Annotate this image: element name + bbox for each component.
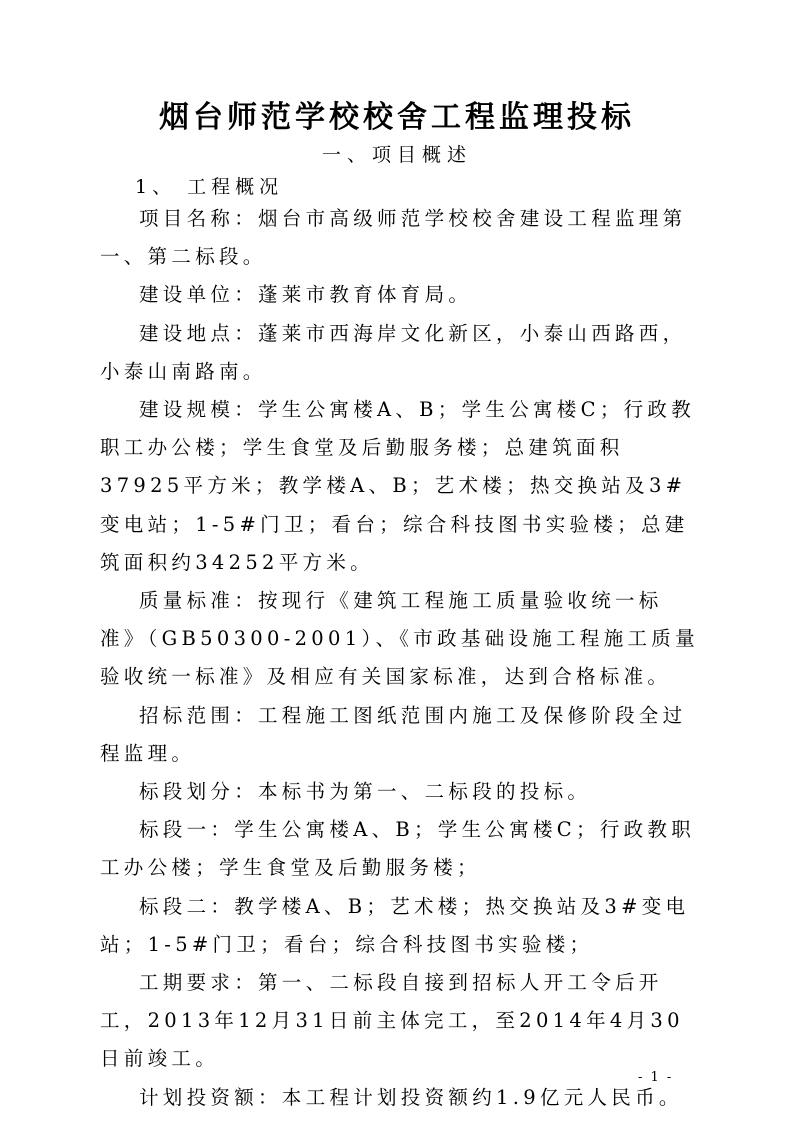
paragraph-bid-scope: 招标范围：工程施工图纸范围内施工及保修阶段全过程监理。 bbox=[100, 703, 687, 765]
paragraph-scale: 建设规模：学生公寓楼A、B；学生公寓楼C；行政教职工办公楼；学生食堂及后勤服务楼；总建筑面积37925平方米；教学楼A、B；艺术楼；热交换站及3#变电站；1-5#门卫；看台；综合科技图书实验楼；总建筑面积约34252平方米。 bbox=[100, 398, 696, 574]
paragraph-location: 建设地点：蓬莱市西海岸文化新区，小泰山西路西，小泰山南路南。 bbox=[100, 321, 687, 383]
paragraph-quality-standard: 质量标准：按现行《建筑工程施工质量验收统一标准》（GB50300-2001）、《市政基础设施工程施工质量验收统一标准》及相应有关国家标准，达到合格标准。 bbox=[100, 589, 699, 689]
paragraph-investment: 计划投资额：本工程计划投资额约1.9亿元人民币。 bbox=[139, 1085, 683, 1109]
paragraph-schedule: 工期要求：第一、二标段自接到招标人开工令后开工，2013年12月31日前主体完工，至2014年4月30日前竣工。 bbox=[100, 971, 684, 1071]
paragraph-lot-two: 标段二：教学楼A、B；艺术楼；热交换站及3#变电站；1-5#门卫；看台；综合科技图书实验楼； bbox=[100, 894, 690, 956]
section-heading: 1、 工程概况 bbox=[135, 176, 284, 198]
paragraph-owner: 建设单位：蓬莱市教育体育局。 bbox=[139, 283, 473, 307]
document-title: 烟台师范学校校舍工程监理投标 bbox=[159, 100, 635, 135]
chapter-heading: 一、项目概述 bbox=[321, 144, 472, 166]
paragraph-project-name: 项目名称：烟台市高级师范学校校舍建设工程监理第一、第二标段。 bbox=[100, 207, 687, 269]
document-body bbox=[100, 200, 700, 1117]
page-number: - 1 - bbox=[638, 1070, 674, 1085]
paragraph-lot-division: 标段划分：本标书为第一、二标段的投标。 bbox=[139, 780, 592, 804]
paragraph-lot-one: 标段一：学生公寓楼A、B；学生公寓楼C；行政教职工办公楼；学生食堂及后勤服务楼； bbox=[100, 818, 696, 880]
